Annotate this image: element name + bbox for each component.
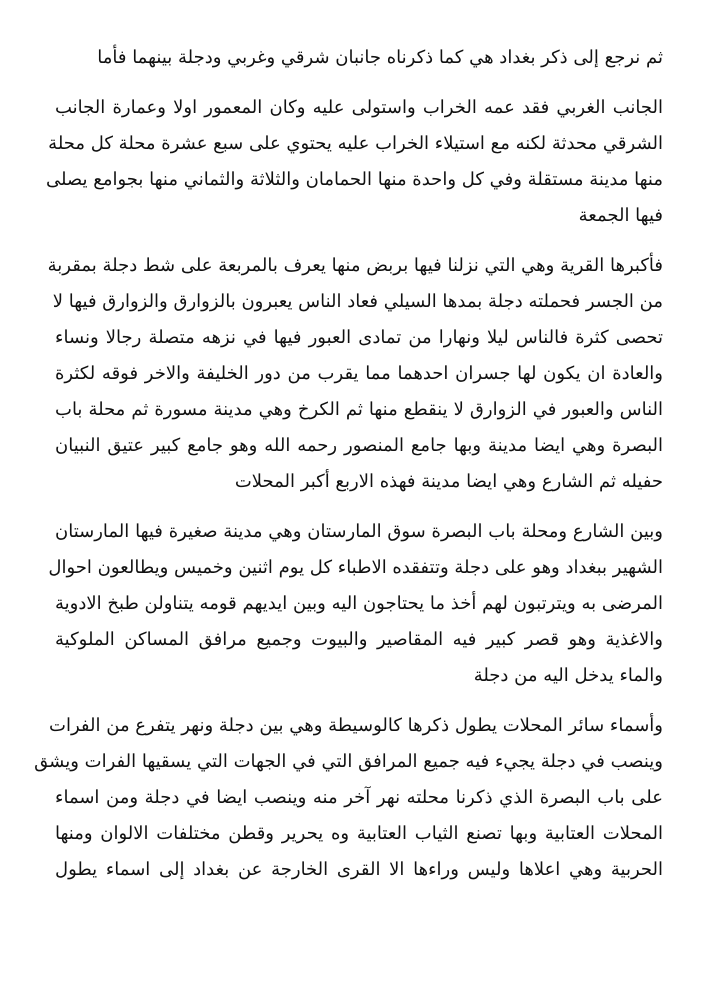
text-line: الجانب الغربي فقد عمه الخراب واستولى عليه وكان المعمور اولا وعمارة الجانب bbox=[55, 97, 663, 118]
text-line: على باب البصرة الذي ذكرنا محلته نهر آخر منه وينصب ايضا في دجلة ومن اسماء bbox=[55, 787, 663, 808]
text-line: البصرة وهي ايضا مدينة وبها جامع المنصور رحمه الله وهو جامع كبير عتيق النبيان bbox=[55, 435, 663, 456]
paragraph-5 bbox=[34, 708, 663, 888]
paragraph-1 bbox=[55, 40, 663, 76]
text-line: المحلات العتابية وبها تصنع الثياب العتابية وه يحرير وقطن مختلفات الالوان ومنها bbox=[55, 823, 663, 844]
text-line: وأسماء سائر المحلات يطول ذكرها كالوسيطة وهي بين دجلة ونهر يتفرع من الفرات bbox=[49, 715, 663, 736]
document-page bbox=[34, 40, 663, 888]
text-line: من الجسر فحملته دجلة بمدها السيلي فعاد الناس يعبرون بالزوارق والزوارق فيها لا bbox=[52, 291, 663, 312]
text-line: فيها الجمعة bbox=[578, 205, 663, 226]
text-line: الحربية وهي اعلاها وليس وراءها الا القرى الخارجة عن بغداد إلى اسماء يطول bbox=[55, 859, 663, 880]
text-line: المرضى به ويترتبون لهم أخذ ما يحتاجون اليه وبين ايديهم قومه يتناولن طبخ الادوية bbox=[55, 593, 663, 614]
text-line: الناس والعبور في الزوارق لا ينقطع منها ثم الكرخ وهي مدينة مسورة ثم محلة باب bbox=[55, 399, 663, 420]
text-line: حفيله ثم الشارع وهي ايضا مدينة فهذه الاربع أكبر المحلات bbox=[234, 471, 663, 492]
paragraph-2 bbox=[45, 90, 663, 234]
text-line: تحصى كثرة فالناس ليلا ونهارا من تمادى العبور فيها في نزهه متصلة رجالا ونساء bbox=[55, 327, 663, 348]
text-line: منها مدينة مستقلة وفي كل واحدة منها الحمامان والثلاثة والثماني منها بجوامع يصلى bbox=[45, 169, 663, 190]
text-line: والماء يدخل اليه من دجلة bbox=[473, 665, 663, 686]
text-line: ثم نرجع إلى ذكر بغداد هي كما ذكرناه جانبان شرقي وغربي ودجلة بينهما فأما bbox=[97, 47, 663, 68]
text-line: فأكبرها القرية وهي التي نزلنا فيها بربض منها يعرف بالمربعة على شط دجلة بمقربة bbox=[47, 255, 663, 276]
paragraph-3 bbox=[47, 248, 663, 500]
text-line: والاغذية وهو قصر كبير فيه المقاصير والبيوت وجميع مرافق المساكن الملوكية bbox=[55, 629, 663, 650]
text-line: وينصب في دجلة يجيء فيه جميع المرافق التي في الجهات التي يسقيها الفرات ويشق bbox=[34, 751, 663, 772]
text-line: وبين الشارع ومحلة باب البصرة سوق المارستان وهي مدينة صغيرة فيها المارستان bbox=[55, 521, 663, 542]
text-line: الشهير ببغداد وهو على دجلة وتتفقده الاطباء كل يوم اثنين وخميس ويطالعون احوال bbox=[48, 557, 663, 578]
text-line: والعادة ان يكون لها جسران احدهما مما يقرب من دور الخليفة والاخر فوقه لكثرة bbox=[55, 363, 663, 384]
paragraph-4 bbox=[48, 514, 663, 694]
text-line: الشرقي محدثة لكنه مع استيلاء الخراب عليه يحتوي على سبع عشرة محلة كل محلة bbox=[48, 133, 663, 154]
